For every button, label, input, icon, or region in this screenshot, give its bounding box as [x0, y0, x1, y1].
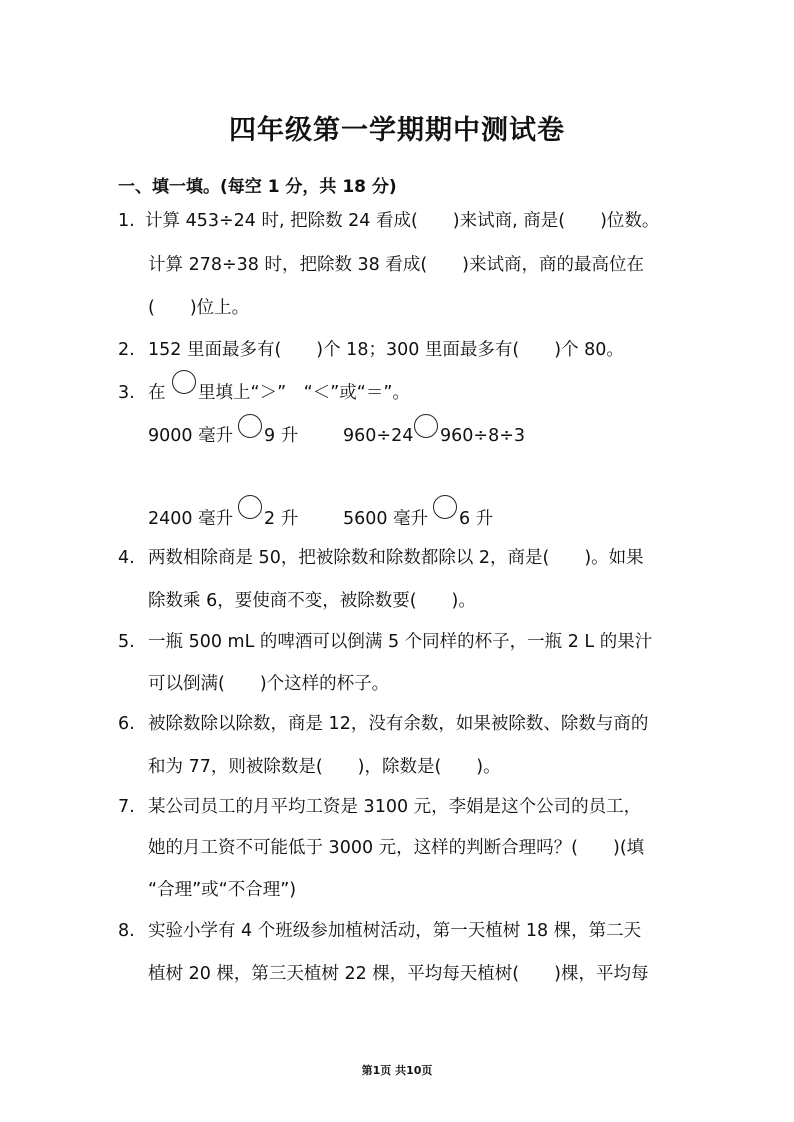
compare-circle-c[interactable]: [238, 495, 262, 519]
question-3-prefix: 在: [148, 383, 166, 403]
compare-circle[interactable]: [172, 370, 196, 394]
compare-a-right: 9 升: [264, 426, 299, 446]
question-number: 6.: [118, 714, 135, 734]
question-7-line-1: 某公司员工的月平均工资是 3100 元，李娟是这个公司的员工，: [148, 797, 642, 817]
question-6-line-1: 被除数除以除数，商是 12，没有余数，如果被除数、除数与商的: [148, 714, 649, 734]
question-number: 2.: [118, 340, 135, 360]
question-number: 5.: [118, 632, 135, 652]
compare-d-left: 5600 毫升: [343, 509, 429, 529]
compare-circle-b[interactable]: [414, 414, 438, 438]
question-4-line-1: 两数相除商是 50，把被除数和除数都除以 2，商是( )。如果: [148, 548, 644, 568]
compare-b-left: 960÷24: [343, 426, 414, 446]
question-2-line-1: 152 里面最多有( )个 18；300 里面最多有( )个 80。: [148, 340, 624, 360]
question-number: 4.: [118, 548, 135, 568]
question-1-line-2: 计算 278÷38 时，把除数 38 看成( )来试商，商的最高位在: [148, 255, 645, 275]
question-number: 8.: [118, 921, 135, 941]
page-title: 四年级第一学期期中测试卷: [229, 115, 565, 146]
question-1-line-3: ( )位上。: [148, 298, 250, 318]
question-number: 1.: [118, 211, 135, 231]
question-1-line-1: 计算 453÷24 时, 把除数 24 看成( )来试商, 商是( )位数。: [145, 211, 660, 231]
compare-c-right: 2 升: [264, 509, 299, 529]
question-8-line-1: 实验小学有 4 个班级参加植树活动，第一天植树 18 棵，第二天: [148, 921, 642, 941]
compare-circle-d[interactable]: [433, 495, 457, 519]
question-3-instruction: 里填上“＞” “＜”或“＝”。: [198, 383, 410, 403]
question-6-line-2: 和为 77，则被除数是( )，除数是( )。: [148, 757, 501, 777]
compare-circle-a[interactable]: [238, 414, 262, 438]
section-heading: 一、填一填。(每空 1 分，共 18 分): [118, 177, 397, 197]
question-4-line-2: 除数乘 6，要使商不变，被除数要( )。: [148, 591, 476, 611]
compare-b-right: 960÷8÷3: [440, 426, 525, 446]
question-7-line-2: 她的月工资不可能低于 3000 元，这样的判断合理吗？( )(填: [148, 838, 645, 858]
question-8-line-2: 植树 20 棵，第三天植树 22 棵，平均每天植树( )棵，平均每: [148, 964, 649, 984]
question-number: 7.: [118, 797, 135, 817]
page-footer: 第1页 共10页: [361, 1064, 433, 1077]
question-5-line-1: 一瓶 500 mL 的啤酒可以倒满 5 个同样的杯子，一瓶 2 L 的果汁: [148, 632, 653, 652]
question-number: 3.: [118, 383, 135, 403]
question-7-line-3: “合理”或“不合理”): [148, 880, 297, 900]
compare-c-left: 2400 毫升: [148, 509, 234, 529]
compare-a-left: 9000 毫升: [148, 426, 234, 446]
compare-d-right: 6 升: [459, 509, 494, 529]
question-5-line-2: 可以倒满( )个这样的杯子。: [148, 674, 390, 694]
